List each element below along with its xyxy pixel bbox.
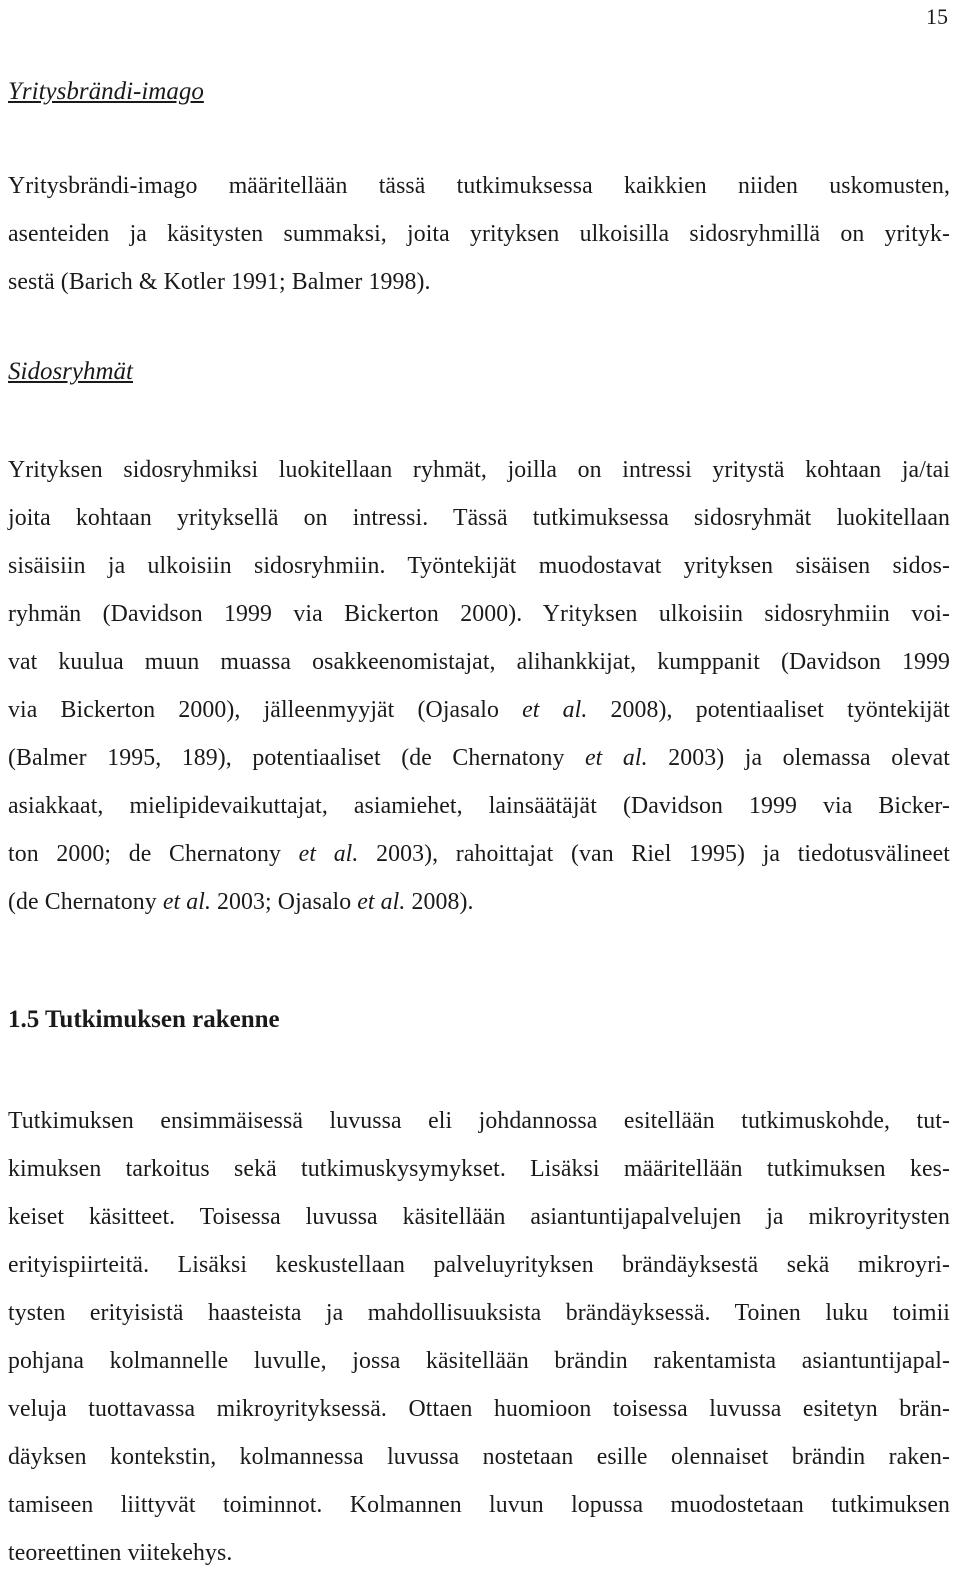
text-line: veluja tuottavassa mikroyrityksessä. Ottaen huomioon toisessa luvussa esitetyn brän- bbox=[8, 1396, 950, 1422]
text-line: kimuksen tarkoitus sekä tutkimuskysymykset. Lisäksi määritellään tutkimuksen kes- bbox=[8, 1156, 950, 1182]
section-heading-tutkimuksen-rakenne: 1.5 Tutkimuksen rakenne bbox=[8, 1006, 280, 1033]
text-line: vat kuulua muun muassa osakkeenomistajat, alihankkijat, kumppanit (Davidson 1999 bbox=[8, 649, 950, 675]
text-line: via Bickerton 2000), jälleenmyyjät (Ojasalo et al. 2008), potentiaaliset työntekijät bbox=[8, 697, 951, 723]
text-line: sisäisiin ja ulkoisiin sidosryhmiin. Työntekijät muodostavat yrityksen sisäisen sidos- bbox=[8, 553, 950, 579]
text-line: pohjana kolmannelle luvulle, jossa käsitellään brändin rakentamista asiantuntijapal- bbox=[8, 1348, 950, 1374]
page-number: 15 bbox=[926, 4, 948, 29]
subheading-yritysbrandi-imago: Yritysbrändi-imago bbox=[8, 78, 204, 105]
text-line: teoreettinen viitekehys. bbox=[8, 1540, 233, 1566]
text-line: däyksen kontekstin, kolmannessa luvussa nostetaan esille olennaiset brändin raken- bbox=[8, 1444, 950, 1470]
text-line: Tutkimuksen ensimmäisessä luvussa eli johdannossa esitellään tutkimuskohde, tut- bbox=[8, 1108, 950, 1134]
text-line: joita kohtaan yrityksellä on intressi. Tässä tutkimuksessa sidosryhmät luokitellaan bbox=[8, 505, 950, 531]
text-line: Yritysbrändi-imago määritellään tässä tutkimuksessa kaikkien niiden uskomusten, bbox=[8, 173, 950, 199]
paragraph-sidosryhmat bbox=[8, 446, 950, 926]
text-line: sestä (Barich & Kotler 1991; Balmer 1998). bbox=[8, 269, 431, 295]
text-line: (de Chernatony et al. 2003; Ojasalo et al. 2008). bbox=[8, 889, 474, 915]
text-line: asenteiden ja käsitysten summaksi, joita yrityksen ulkoisilla sidosryhmillä on yrityk- bbox=[8, 221, 950, 247]
text-line: tysten erityisistä haasteista ja mahdollisuuksista brändäyksessä. Toinen luku toimii bbox=[8, 1300, 950, 1326]
text-line: Yrityksen sidosryhmiksi luokitellaan ryhmät, joilla on intressi yritystä kohtaan ja/tai bbox=[8, 457, 950, 483]
paragraph-yritysbrandi-imago bbox=[8, 162, 950, 306]
subheading-sidosryhmat: Sidosryhmät bbox=[8, 358, 133, 385]
paragraph-tutkimuksen-rakenne bbox=[8, 1097, 950, 1577]
text-line: keiset käsitteet. Toisessa luvussa käsitellään asiantuntijapalvelujen ja mikroyritysten bbox=[8, 1204, 950, 1230]
text-line: tamiseen liittyvät toiminnot. Kolmannen luvun lopussa muodostetaan tutkimuksen bbox=[8, 1492, 950, 1518]
text-line: (Balmer 1995, 189), potentiaaliset (de Chernatony et al. 2003) ja olemassa olevat bbox=[8, 745, 950, 771]
text-line: asiakkaat, mielipidevaikuttajat, asiamiehet, lainsäätäjät (Davidson 1999 via Bicker- bbox=[8, 793, 950, 819]
text-line: ton 2000; de Chernatony et al. 2003), rahoittajat (van Riel 1995) ja tiedotusvälineet bbox=[8, 841, 950, 867]
text-line: ryhmän (Davidson 1999 via Bickerton 2000). Yrityksen ulkoisiin sidosryhmiin voi- bbox=[8, 601, 950, 627]
text-line: erityispiirteitä. Lisäksi keskustellaan palveluyrityksen brändäyksestä sekä mikroyri- bbox=[8, 1252, 950, 1278]
